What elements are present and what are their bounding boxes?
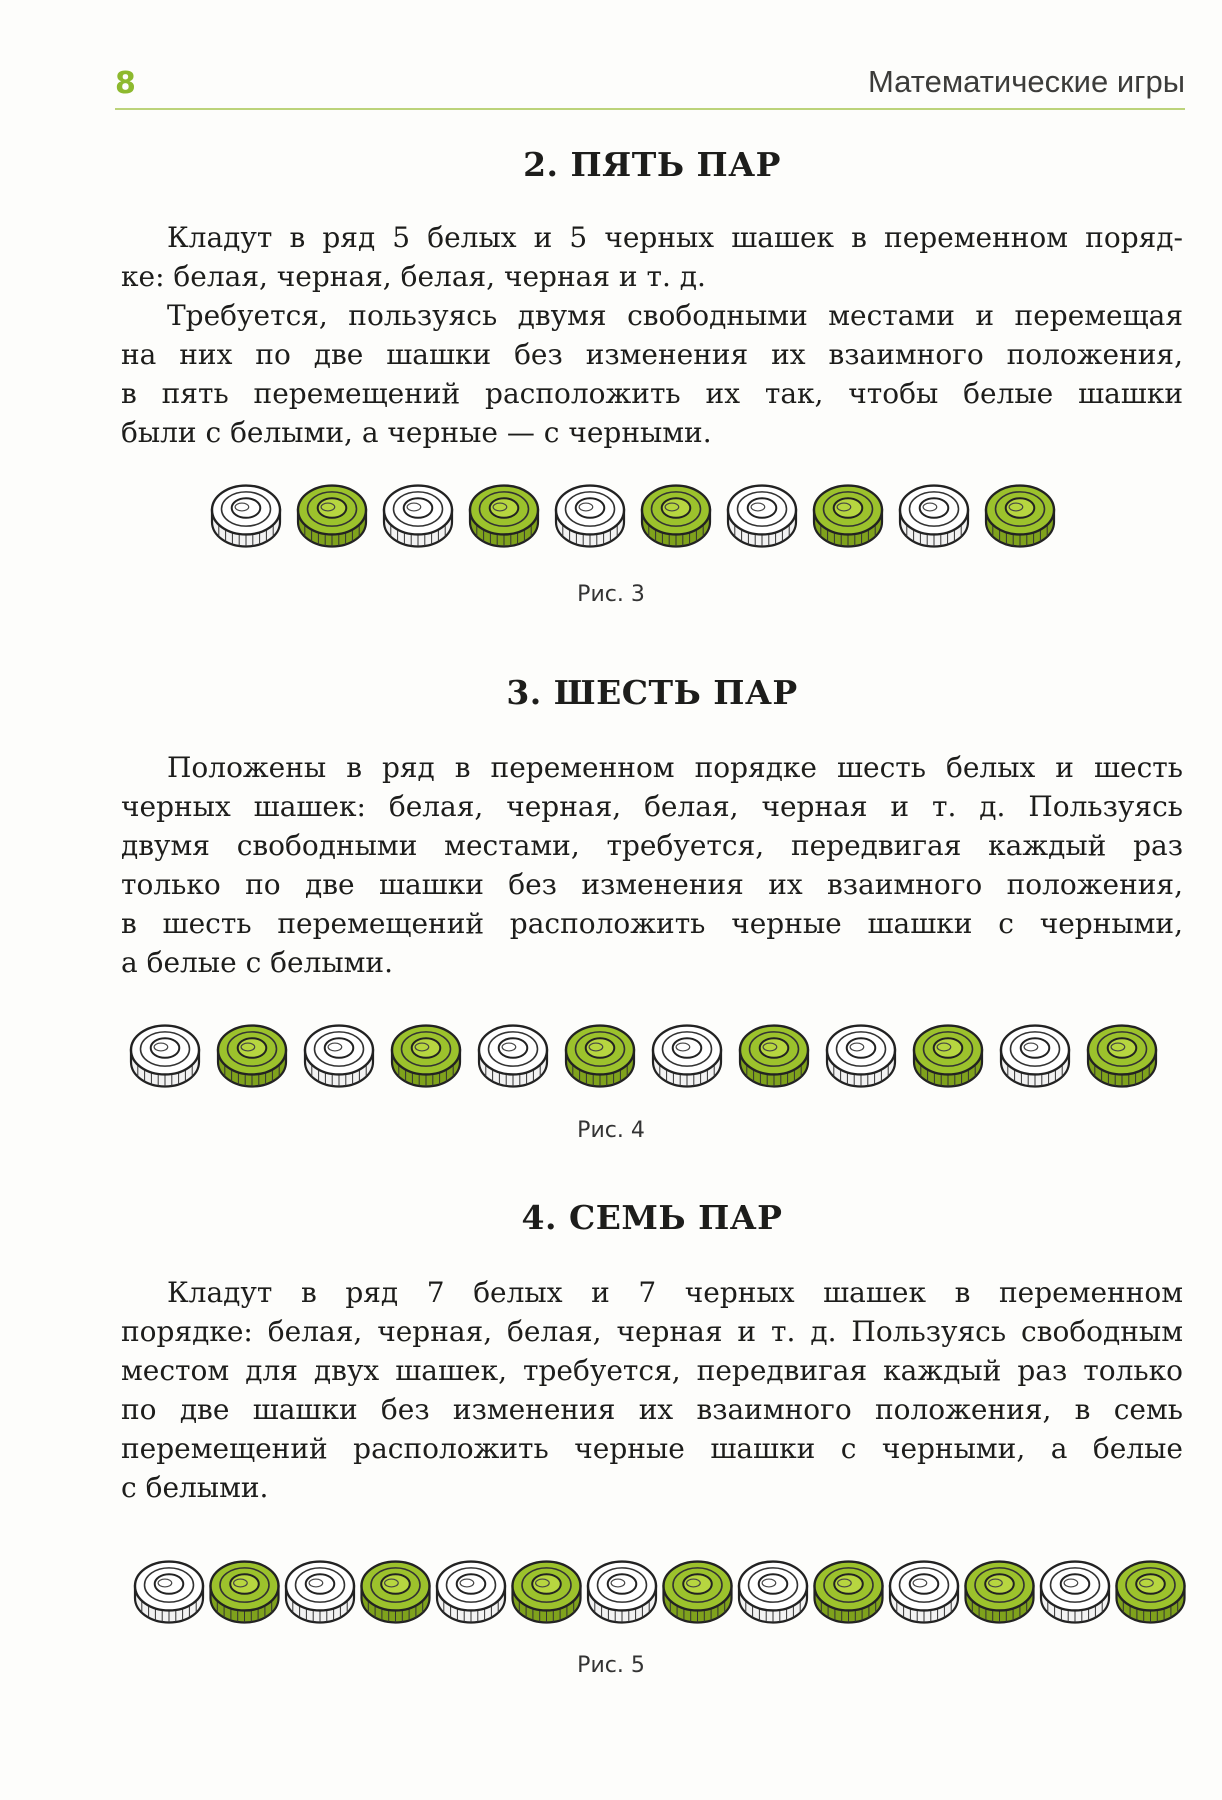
checker-row [0, 480, 1222, 560]
text-line: на них по две шашки без изменения их взаимного положения, [121, 338, 1183, 371]
white-checker [556, 486, 624, 547]
text-line: а белые с белыми. [121, 946, 393, 979]
text-line: ке: белая, черная, белая, черная и т. д. [121, 260, 706, 293]
dark-checker [392, 1026, 460, 1087]
checker-row [0, 1020, 1222, 1100]
paragraph [121, 748, 1183, 982]
figure-caption: Рис. 4 [577, 1118, 645, 1143]
dark-checker [362, 1562, 430, 1623]
white-checker [131, 1026, 199, 1087]
white-checker [588, 1562, 656, 1623]
white-checker [728, 486, 796, 547]
text-line: были с белыми, а черные — с черными. [121, 416, 712, 449]
paragraph [121, 218, 1183, 296]
dark-checker [470, 486, 538, 547]
dark-checker [1088, 1026, 1156, 1087]
text-line: Требуется, пользуясь двумя свободными местами и перемещая [167, 299, 1183, 332]
text-line: Кладут в ряд 5 белых и 5 черных шашек в переменном поряд- [167, 221, 1183, 254]
text-line: в пять перемещений расположить их так, чтобы белые шашки [121, 377, 1183, 410]
white-checker [1041, 1562, 1109, 1623]
text-line: Положены в ряд в переменном порядке шесть белых и шесть [167, 751, 1183, 784]
white-checker [653, 1026, 721, 1087]
dark-checker [642, 486, 710, 547]
text-line: по две шашки без изменения их взаимного положения, в семь [121, 1393, 1183, 1426]
paragraph [121, 296, 1183, 452]
white-checker [827, 1026, 895, 1087]
white-checker [286, 1562, 354, 1623]
section-title: 3. ШЕСТЬ ПАР [506, 673, 798, 712]
dark-checker [566, 1026, 634, 1087]
white-checker [890, 1562, 958, 1623]
figure-3 [0, 480, 1222, 560]
paragraph [121, 1273, 1183, 1507]
dark-checker [211, 1562, 279, 1623]
white-checker [305, 1026, 373, 1087]
dark-checker [298, 486, 366, 547]
text-line: только по две шашки без изменения их взаимного положения, [121, 868, 1183, 901]
white-checker [1001, 1026, 1069, 1087]
white-checker [479, 1026, 547, 1087]
white-checker [212, 486, 280, 547]
page-number: 8 [115, 66, 136, 101]
text-line: местом для двух шашек, требуется, передвигая каждый раз только [121, 1354, 1183, 1387]
white-checker [135, 1562, 203, 1623]
checker-row [0, 1556, 1222, 1636]
white-checker [900, 486, 968, 547]
section-title: 2. ПЯТЬ ПАР [523, 145, 781, 184]
section-six-pairs [121, 668, 1183, 982]
text-line: Кладут в ряд 7 белых и 7 черных шашек в переменном [167, 1276, 1183, 1309]
section-five-pairs [121, 140, 1183, 452]
text-line: порядке: белая, черная, белая, черная и т. д. Пользуясь свободным [121, 1315, 1183, 1348]
dark-checker [815, 1562, 883, 1623]
dark-checker [740, 1026, 808, 1087]
white-checker [384, 486, 452, 547]
dark-checker [914, 1026, 982, 1087]
white-checker [739, 1562, 807, 1623]
dark-checker [986, 486, 1054, 547]
dark-checker [218, 1026, 286, 1087]
text-line: в шесть перемещений расположить черные шашки с черными, [121, 907, 1183, 940]
dark-checker [1117, 1562, 1185, 1623]
dark-checker [513, 1562, 581, 1623]
figure-caption: Рис. 3 [577, 582, 645, 607]
white-checker [437, 1562, 505, 1623]
dark-checker [966, 1562, 1034, 1623]
text-line: с белыми. [121, 1471, 269, 1504]
figure-5 [0, 1556, 1222, 1636]
section-seven-pairs [121, 1193, 1183, 1507]
text-line: двумя свободными местами, требуется, передвигая каждый раз [121, 829, 1183, 862]
figure-4 [0, 1020, 1222, 1100]
figure-caption: Рис. 5 [577, 1653, 645, 1678]
running-title: Математические игры [868, 64, 1185, 99]
text-line: перемещений расположить черные шашки с черными, а белые [121, 1432, 1183, 1465]
text-line: черных шашек: белая, черная, белая, черная и т. д. Пользуясь [121, 790, 1183, 823]
page-header [115, 58, 1185, 110]
section-title: 4. СЕМЬ ПАР [521, 1198, 783, 1237]
dark-checker [814, 486, 882, 547]
dark-checker [664, 1562, 732, 1623]
